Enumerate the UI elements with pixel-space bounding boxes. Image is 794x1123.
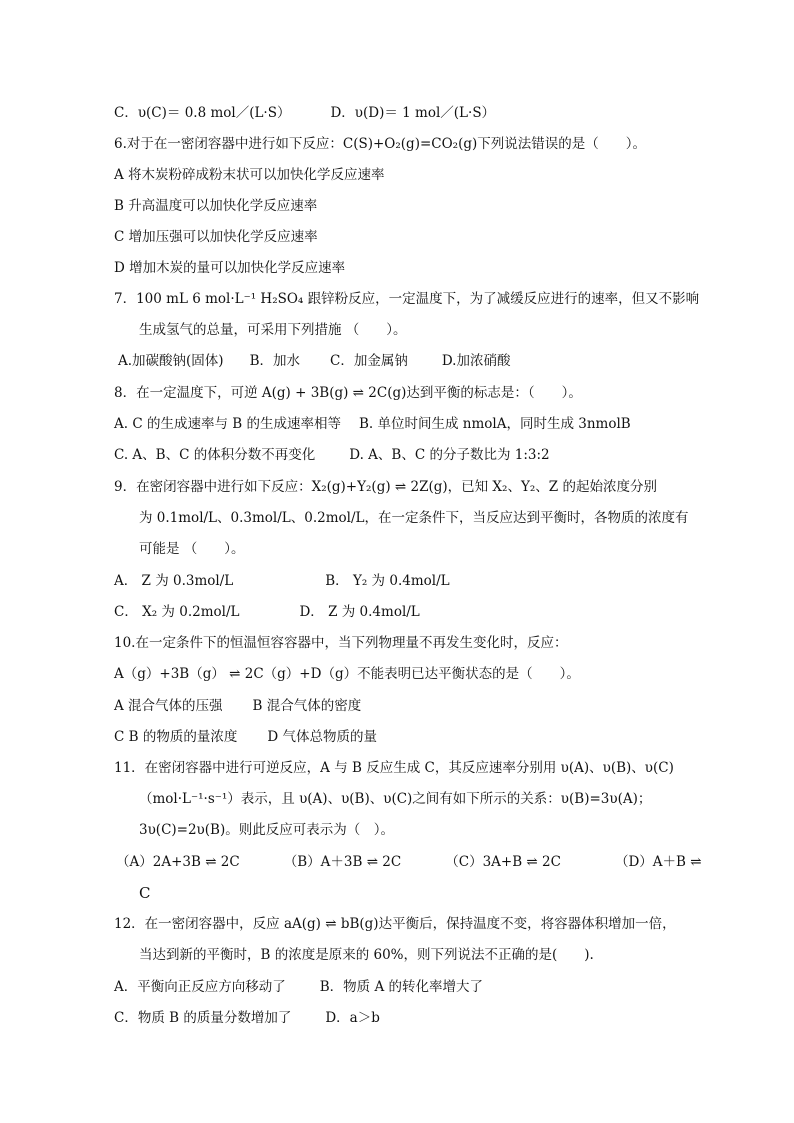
q9-stem: 9．在密闭容器中进行如下反应：X₂(g)+Y₂(g) ⇌ 2Z(g)，已知 X₂、Y₂、Z 的起始浓度分别 — [114, 479, 657, 495]
q7-stem: 7．100 mL 6 mol·L⁻¹ H₂SO₄ 跟锌粉反应，一定温度下，为了减缓反应进行的速率，但又不影响 — [114, 291, 700, 307]
q7-options: A.加碳酸钠(固体) B．加水 C．加金属钠 D.加浓硝酸 — [118, 353, 511, 369]
q6-stem: 6.对于在一密闭容器中进行如下反应：C(S)+O₂(g)=CO₂(g)下列说法错误的是（ ）。 — [114, 136, 647, 152]
q7-stem-cont: 生成氢气的总量，可采用下列措施 （ ）。 — [139, 322, 407, 338]
q6-option-b: B 升高温度可以加快化学反应速率 — [114, 198, 318, 214]
q12-stem: 12．在一密闭容器中，反应 aA(g) ⇌ bB(g)达平衡后，保持温度不变，将容器体积增加一倍， — [114, 916, 676, 932]
q8-options-a-b: A. C 的生成速率与 B 的生成速率相等 B. 单位时间生成 nmolA，同时生成 3nmolB — [114, 416, 631, 432]
q12-options-a-b: A．平衡向正反应方向移动了 B．物质 A 的转化率增大了 — [114, 979, 484, 995]
q6-option-d: D 增加木炭的量可以加快化学反应速率 — [114, 260, 346, 276]
q10-options-a-b: A 混合气体的压强 B 混合气体的密度 — [114, 698, 362, 714]
q11-stem-cont: （mol·L⁻¹·s⁻¹）表示，且 υ(A)、υ(B)、υ(C)之间有如下所示的关系：υ(B)=3υ(A)； — [139, 791, 652, 807]
q10-stem-cont: A（g）+3B（g） ⇌ 2C（g）+D（g）不能表明已达平衡状态的是（ ）。 — [114, 666, 580, 682]
q8-stem: 8．在一定温度下，可逆 A(g) + 3B(g) ⇌ 2C(g)达到平衡的标志是：（ ）。 — [114, 385, 582, 401]
q9-options-a-b: A． Z 为 0.3mol/L B． Y₂ 为 0.4mol/L — [114, 573, 450, 589]
q9-options-c-d: C． X₂ 为 0.2mol/L D． Z 为 0.4mol/L — [114, 604, 420, 620]
q11-options-wrap: C — [139, 884, 151, 902]
q10-stem: 10.在一定条件下的恒温恒容容器中，当下列物理量不再发生变化时，反应： — [114, 635, 568, 651]
q8-options-c-d: C. A、B、C 的体积分数不再变化 D. A、B、C 的分子数比为 1:3:2 — [114, 447, 550, 463]
q12-options-c-d: C．物质 B 的质量分数增加了 D．a＞b — [114, 1010, 380, 1026]
q11-options: （A）2A+3B ⇌ 2C （B）A＋3B ⇌ 2C （C）3A+B ⇌ 2C （D）A＋B ⇌ — [116, 854, 702, 870]
q9-stem-cont: 为 0.1mol/L、0.3mol/L、0.2mol/L，在一定条件下，当反应达到平衡时，各物质的浓度有 — [139, 510, 689, 526]
q9-stem-cont-2: 可能是 （ ）。 — [139, 541, 245, 557]
q5-option-line-c-d: C．υ(C)＝ 0.8 mol／(L·S） D．υ(D)＝ 1 mol／(L·S） — [114, 105, 496, 121]
q11-stem-cont-2: 3υ(C)=2υ(B)。则此反应可表示为（ ）。 — [139, 822, 394, 838]
q12-stem-cont: 当达到新的平衡时，B 的浓度是原来的 60%，则下列说法不正确的是( ). — [139, 947, 594, 963]
q11-stem: 11．在密闭容器中进行可逆反应，A 与 B 反应生成 C，其反应速率分别用 υ(A)、υ(B)、υ(C) — [114, 760, 674, 776]
q6-option-c: C 增加压强可以加快化学反应速率 — [114, 229, 318, 245]
q6-option-a: A 将木炭粉碎成粉末状可以加快化学反应速率 — [114, 167, 385, 183]
q10-options-c-d: C B 的物质的量浓度 D 气体总物质的量 — [114, 729, 377, 745]
